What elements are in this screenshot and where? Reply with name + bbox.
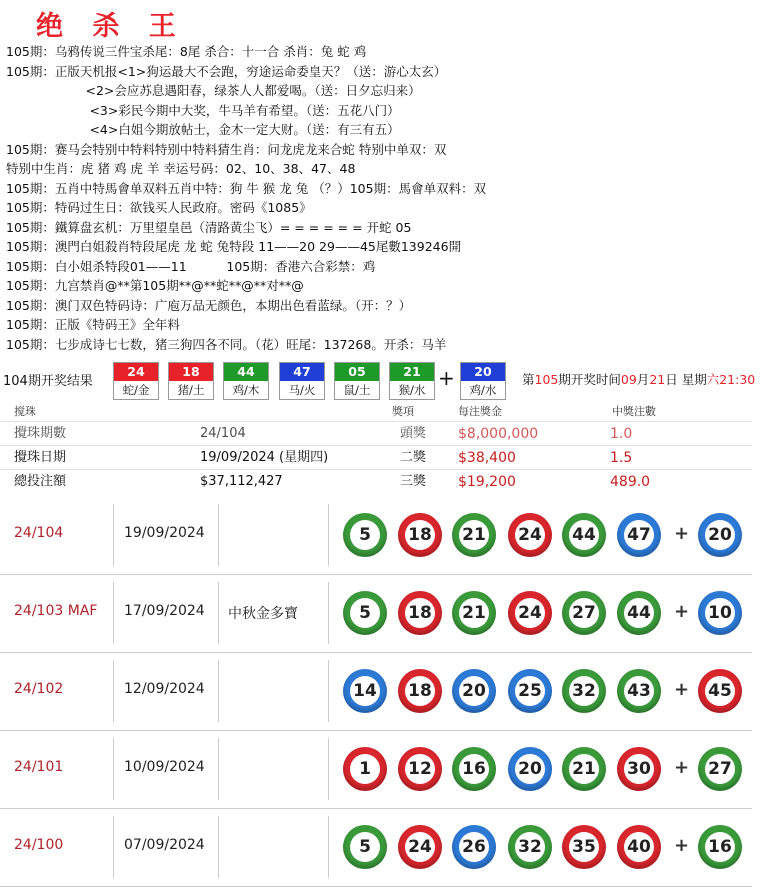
history-date: 12/09/2024: [124, 681, 205, 697]
history-ball-number: 21: [459, 598, 489, 628]
history-ball-number: 1: [350, 754, 380, 784]
column-divider: [218, 582, 219, 644]
history-ball: [508, 747, 552, 791]
draw-ball: [223, 362, 269, 400]
history-ball-number: 18: [405, 598, 435, 628]
draw-ball-zodiac: 马/火: [288, 383, 316, 397]
draw-ball: [113, 362, 159, 400]
prediction-line: 105期：澳門白姐殺肖特段尾虎 龙 蛇 兔特段 11——20 29——45尾數139246開: [6, 239, 462, 254]
prediction-list: [6, 42, 756, 354]
history-ball: [508, 591, 552, 635]
prediction-line: 105期：五肖中特馬會单双料五肖中特：狗 牛 猴 龙 兔 （？）105期：馬會单双料：双: [6, 180, 487, 196]
history-ball-number: 14: [350, 676, 380, 706]
prize-table: [0, 401, 752, 495]
history-ball: [617, 825, 661, 869]
prize-value: $37,112,427: [200, 474, 283, 489]
history-ball: [343, 513, 387, 557]
prize-header-col: 中獎注數: [612, 405, 656, 418]
history-ball-number: 20: [515, 754, 545, 784]
next-weekday: 六: [706, 372, 720, 387]
prize-count: 1.5: [610, 450, 633, 466]
draw-ball-number: 44: [224, 363, 268, 381]
page-title: 绝 杀 王: [36, 11, 186, 42]
draw-ball-number: 05: [335, 363, 379, 381]
prize-header-col: 每注獎金: [458, 405, 502, 418]
plus-sign: +: [674, 757, 690, 778]
plus-sign: +: [674, 679, 690, 700]
column-divider: [218, 504, 219, 566]
history-ball-number: 24: [405, 832, 435, 862]
history-ball: [398, 825, 442, 869]
draw-ball-number: 47: [280, 363, 324, 381]
history-ball: [562, 669, 606, 713]
history-ball: [343, 825, 387, 869]
next-day-unit: 日 星期: [665, 372, 707, 387]
history-ball-number: 18: [405, 520, 435, 550]
column-divider: [218, 660, 219, 722]
draw-ball-number: 24: [114, 363, 158, 381]
history-ball: [562, 747, 606, 791]
prize-value: 19/09/2024 (星期四): [200, 450, 329, 465]
prediction-line: 105期：特码过生日：欲钱买人民政府。密码《1085》: [6, 200, 312, 215]
history-ball: [617, 513, 661, 557]
next-time: 21:30: [719, 372, 756, 387]
prediction-line: 105期：鐵算盘玄机：万里望皇邑（清路黄尘飞）= = = = = = 开蛇 05: [6, 219, 412, 235]
history-ball: [452, 747, 496, 791]
history-ball-number: 5: [350, 598, 380, 628]
prize-row: [0, 469, 752, 494]
draw-ball-zodiac: 鸡/水: [469, 383, 497, 397]
latest-draw-bar: [0, 362, 761, 400]
prediction-line: 特别中生肖：虎 猪 鸡 虎 羊 幸运号码：02、10、38、47、48: [6, 161, 356, 176]
next-month-unit: 月: [636, 372, 650, 387]
column-divider: [328, 660, 329, 722]
prize-header: [0, 401, 752, 421]
draw-ball: [279, 362, 325, 400]
prize-label: 攪珠日期: [14, 450, 67, 465]
prediction-line: 105期：乌鸦传说三件宝杀尾：8尾 杀合：十一合 杀肖：兔 蛇 鸡: [6, 44, 367, 59]
history-ball-number: 16: [705, 832, 735, 862]
history-ball-number: 18: [405, 676, 435, 706]
prediction-line: 105期：赛马会特别中特料特别中特料猜生肖：问龙虎龙来合蛇 特别中单双：双: [6, 141, 447, 157]
draw-ball-zodiac: 猪/土: [177, 383, 205, 397]
history-ball-number: 20: [705, 520, 735, 550]
draw-ball: [168, 362, 214, 400]
history-issue: 24/102: [14, 681, 64, 697]
draw-ball-zodiac: 鸡/木: [232, 383, 260, 397]
history-ball: [452, 669, 496, 713]
history-ball-number: 21: [459, 520, 489, 550]
history-ball: [562, 513, 606, 557]
prize-row: [0, 421, 752, 446]
history-row: [0, 808, 752, 887]
history-ball-number: 44: [624, 598, 654, 628]
prediction-line: <4>白姐今期放帖士，金木一定大财。（送：有三有五）: [6, 122, 400, 137]
history-ball-number: 12: [405, 754, 435, 784]
history-ball: [562, 825, 606, 869]
history-issue: 24/104: [14, 525, 64, 541]
prediction-line: 105期：正版《特码王》全年料: [6, 317, 180, 332]
prize-header-col: 獎項: [392, 405, 414, 418]
prediction-line: 105期：九宫禁肖@**第105期**@**蛇**@**对**@: [6, 278, 304, 293]
latest-draw-label: 104期开奖结果: [3, 374, 93, 389]
prize-value: 24/104: [200, 426, 246, 441]
history-ball-number: 40: [624, 832, 654, 862]
history-issue: 24/103 MAF: [14, 603, 98, 619]
prize-amount: $19,200: [458, 474, 516, 490]
plus-sign: +: [674, 523, 690, 544]
column-divider: [328, 816, 329, 878]
history-ball-number: 35: [569, 832, 599, 862]
draw-ball: [389, 362, 435, 400]
next-prefix: 第: [522, 372, 535, 387]
history-ball-number: 24: [515, 598, 545, 628]
history-ball-number: 21: [569, 754, 599, 784]
history-special-ball: [698, 747, 742, 791]
history-ball: [343, 747, 387, 791]
column-divider: [328, 582, 329, 644]
history-ball: [398, 747, 442, 791]
plus-sign: +: [674, 835, 690, 856]
plus-sign: +: [674, 601, 690, 622]
prediction-line: 105期：白小姐杀特段01——11 105期：香港六合彩禁：鸡: [6, 258, 376, 274]
history-ball: [452, 825, 496, 869]
history-ball-number: 10: [705, 598, 735, 628]
next-issue: 105: [534, 372, 559, 387]
column-divider: [113, 816, 114, 878]
draw-ball-zodiac: 蛇/金: [122, 383, 150, 397]
history-row: [0, 730, 752, 809]
history-ball: [508, 825, 552, 869]
history-ball-number: 16: [459, 754, 489, 784]
history-ball: [398, 669, 442, 713]
history-ball: [343, 591, 387, 635]
column-divider: [218, 816, 219, 878]
history-ball-number: 5: [350, 832, 380, 862]
history-issue: 24/100: [14, 837, 64, 853]
column-divider: [113, 582, 114, 644]
history-special-ball: [698, 591, 742, 635]
history-ball-number: 27: [705, 754, 735, 784]
prize-label: 總投注額: [14, 474, 67, 489]
history-date: 17/09/2024: [124, 603, 205, 619]
history-ball-number: 47: [624, 520, 654, 550]
prize-count: 489.0: [610, 474, 651, 490]
history-ball: [508, 513, 552, 557]
history-ball-number: 32: [515, 832, 545, 862]
history-ball: [398, 513, 442, 557]
prediction-line: <2>会应苏息遇阳春，绿茶人人都爱喝。（送：日夕忘归来）: [6, 83, 421, 98]
column-divider: [113, 738, 114, 800]
history-ball-number: 24: [515, 520, 545, 550]
prize-header-col: 搅珠: [14, 405, 36, 418]
history-ball-number: 20: [459, 676, 489, 706]
draw-ball-number: 18: [169, 363, 213, 381]
prize-tier: 三獎: [400, 474, 427, 489]
next-day: 21: [649, 372, 666, 387]
history-ball-number: 25: [515, 676, 545, 706]
history-date: 10/09/2024: [124, 759, 205, 775]
column-divider: [218, 738, 219, 800]
prize-tier: 頭獎: [400, 426, 427, 441]
column-divider: [328, 504, 329, 566]
next-mid: 期开奖时间: [558, 372, 621, 387]
history-ball-number: 30: [624, 754, 654, 784]
prize-amount: $38,400: [458, 450, 516, 466]
history-row: [0, 652, 752, 731]
prize-count: 1.0: [610, 426, 633, 442]
history-ball-number: 27: [569, 598, 599, 628]
draw-ball-number: 20: [461, 363, 505, 381]
history-note: 中秋金多寶: [228, 606, 298, 622]
column-divider: [113, 660, 114, 722]
history-date: 19/09/2024: [124, 525, 205, 541]
next-draw-time: [522, 370, 755, 388]
history-ball: [617, 591, 661, 635]
column-divider: [113, 504, 114, 566]
prize-label: 攪珠期數: [14, 426, 67, 441]
prize-tier: 二獎: [400, 450, 427, 465]
history-ball: [452, 513, 496, 557]
draw-special-ball: [460, 362, 506, 400]
history-special-ball: [698, 513, 742, 557]
history-ball-number: 5: [350, 520, 380, 550]
history-issue: 24/101: [14, 759, 64, 775]
history-special-ball: [698, 669, 742, 713]
history-ball: [452, 591, 496, 635]
history-ball-number: 26: [459, 832, 489, 862]
draw-ball-zodiac: 鼠/土: [343, 383, 371, 397]
history-ball: [617, 747, 661, 791]
column-divider: [328, 738, 329, 800]
history-ball-number: 43: [624, 676, 654, 706]
prediction-line: 105期：正版天机报<1>狗运最大不会跑，穷途运命委皇天？（送：游心太玄）: [6, 63, 447, 79]
draw-ball-number: 21: [390, 363, 434, 381]
history-ball-number: 44: [569, 520, 599, 550]
history-special-ball: [698, 825, 742, 869]
prediction-line: 105期：澳门双色特码诗：广庖万品无颜色，本期出色看蓝绿。（开：？）: [6, 297, 412, 313]
history-date: 07/09/2024: [124, 837, 205, 853]
history-ball: [343, 669, 387, 713]
draw-ball: [334, 362, 380, 400]
draw-ball-zodiac: 猴/水: [398, 383, 426, 397]
prediction-line: <3>彩民今期中大奖，牛马羊有希望。（送：五花八门）: [6, 102, 400, 118]
history-row: [0, 496, 752, 575]
next-month: 09: [620, 372, 637, 387]
history-ball: [398, 591, 442, 635]
prize-row: [0, 445, 752, 470]
history-ball: [562, 591, 606, 635]
history-ball: [617, 669, 661, 713]
history-ball-number: 32: [569, 676, 599, 706]
prize-amount: $8,000,000: [458, 426, 539, 442]
history-ball-number: 45: [705, 676, 735, 706]
history-row: [0, 574, 752, 653]
prediction-line: 105期：七步成诗七七数，猪三狗四各不同。（花）旺尾：137268。开杀：马羊: [6, 336, 447, 352]
history-ball: [508, 669, 552, 713]
plus-sign: +: [438, 366, 455, 390]
